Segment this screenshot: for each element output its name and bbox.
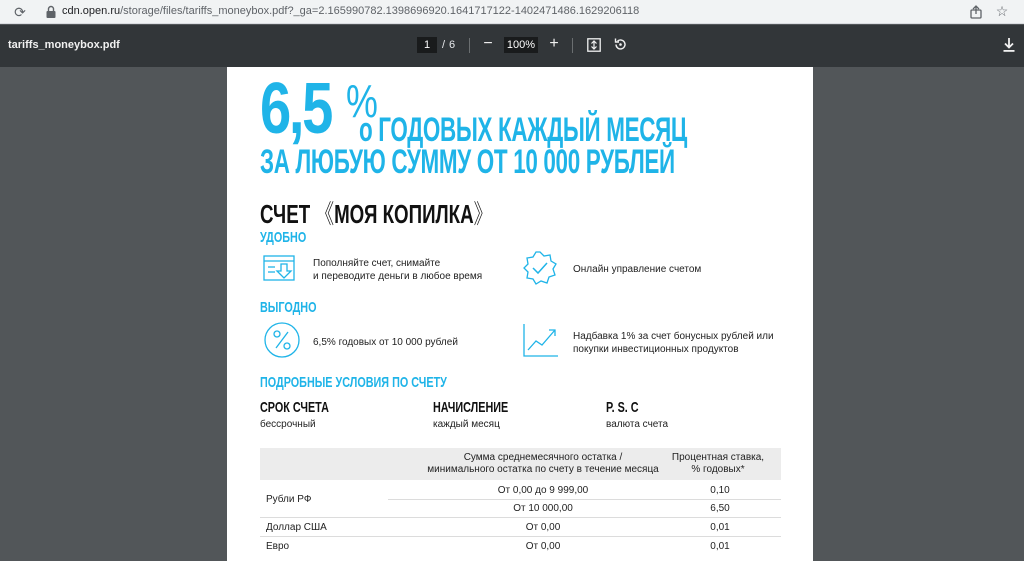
header-rate-line1: Процентная ставка, bbox=[671, 452, 765, 463]
close-quote: 》 bbox=[473, 199, 493, 229]
feature-online-text: Онлайн управление счетом bbox=[573, 264, 702, 275]
feature-rate-text: 6,5% годовых от 10 000 рублей bbox=[313, 337, 458, 348]
section-heading-conditions: ПОДРОБНЫЕ УСЛОВИЯ ПО СЧЕТУ bbox=[260, 374, 447, 391]
headline-rate-number: 6,5 bbox=[260, 69, 332, 149]
condition-currency-value: валюта счета bbox=[606, 419, 669, 430]
condition-term-value: бессрочный bbox=[260, 419, 316, 430]
header-amount bbox=[388, 452, 698, 476]
header-amount-line1: Сумма среднемесячного остатка / bbox=[463, 452, 623, 463]
headline-percent-sign: % bbox=[346, 75, 378, 127]
reload-icon[interactable]: ⟳ bbox=[14, 4, 26, 20]
row-currency-eur: Евро bbox=[266, 541, 290, 552]
account-title bbox=[260, 194, 492, 231]
open-quote: 《 bbox=[315, 199, 335, 229]
row-amount: От 10 000,00 bbox=[513, 503, 573, 514]
condition-currency-label: Р. S. С bbox=[606, 399, 639, 416]
account-title-prefix: СЧЕТ bbox=[260, 199, 316, 229]
row-amount: От 0,00 bbox=[525, 522, 561, 533]
lock-icon[interactable] bbox=[45, 5, 57, 19]
zoom-in-button[interactable]: + bbox=[549, 35, 559, 52]
condition-accrual-label: НАЧИСЛЕНИЕ bbox=[433, 399, 509, 416]
feature-deposit-text bbox=[313, 257, 482, 283]
row-currency-usd: Доллар США bbox=[266, 522, 327, 533]
row-rate: 0,01 bbox=[710, 541, 730, 552]
feature-bonus-line1: Надбавка 1% за счет бонусных рублей или bbox=[573, 331, 774, 342]
zoom-level-input[interactable]: 100% bbox=[504, 37, 538, 53]
row-rate: 0,10 bbox=[710, 485, 730, 496]
table-header bbox=[260, 448, 781, 480]
growth-chart-icon bbox=[522, 322, 560, 358]
browser-address-bar bbox=[0, 0, 1024, 24]
current-page-input[interactable]: 1 bbox=[417, 37, 437, 53]
feature-bonus-line2: покупки инвестиционных продуктов bbox=[573, 344, 739, 355]
account-title-name: МОЯ КОПИЛКА bbox=[334, 199, 474, 229]
download-icon[interactable] bbox=[1002, 37, 1016, 53]
header-amount-line2: минимального остатка по счету в течение месяца bbox=[427, 464, 659, 475]
header-rate-line2: % годовых* bbox=[691, 464, 745, 475]
fit-to-page-icon[interactable] bbox=[587, 38, 601, 52]
deposit-withdraw-icon bbox=[263, 253, 301, 283]
condition-term-label: СРОК СЧЕТА bbox=[260, 399, 329, 416]
url-field[interactable] bbox=[62, 5, 639, 17]
toolbar-divider bbox=[469, 38, 470, 53]
page-separator: / bbox=[442, 39, 446, 51]
table-divider bbox=[260, 517, 781, 518]
rotate-icon[interactable] bbox=[613, 37, 628, 52]
headline-line1-text: о ГОДОВЫХ КАЖДЫЙ МЕСЯЦ bbox=[359, 111, 687, 149]
row-amount: От 0,00 до 9 999,00 bbox=[497, 485, 589, 496]
table-divider bbox=[388, 499, 781, 500]
pdf-toolbar bbox=[0, 25, 1024, 67]
verified-badge-icon bbox=[522, 250, 558, 286]
section-heading-profitable: ВЫГОДНО bbox=[260, 299, 317, 316]
feature-bonus-text bbox=[573, 330, 774, 356]
row-rate: 6,50 bbox=[710, 503, 730, 514]
row-rate: 0,01 bbox=[710, 522, 730, 533]
section-heading-convenient: УДОБНО bbox=[260, 229, 307, 246]
headline-line2: ЗА ЛЮБУЮ СУММУ ОТ 10 000 РУБЛЕЙ bbox=[260, 143, 675, 181]
header-rate bbox=[656, 452, 780, 476]
row-currency-rub: Рубли РФ bbox=[266, 494, 312, 505]
total-pages: 6 bbox=[449, 39, 456, 51]
bookmark-star-icon[interactable]: ☆ bbox=[995, 3, 1009, 19]
pdf-file-name: tariffs_moneybox.pdf bbox=[8, 39, 120, 51]
toolbar-divider bbox=[572, 38, 573, 53]
table-divider bbox=[260, 536, 781, 537]
pdf-page bbox=[227, 67, 813, 561]
row-amount: От 0,00 bbox=[525, 541, 561, 552]
condition-accrual-value: каждый месяц bbox=[433, 419, 500, 430]
page-content bbox=[227, 67, 813, 561]
share-icon[interactable] bbox=[968, 4, 984, 20]
feature-deposit-line1: Пополняйте счет, снимайте bbox=[313, 258, 441, 269]
zoom-out-button[interactable]: − bbox=[483, 35, 493, 52]
url-host: cdn.open.ru bbox=[62, 5, 121, 17]
feature-deposit-line2: и переводите деньги в любое время bbox=[313, 271, 483, 282]
percent-circle-icon bbox=[263, 321, 301, 359]
url-path: /storage/files/tariffs_moneybox.pdf?_ga=2.165990782.1398696920.1641717122-1402471486.1629206118 bbox=[120, 5, 640, 17]
